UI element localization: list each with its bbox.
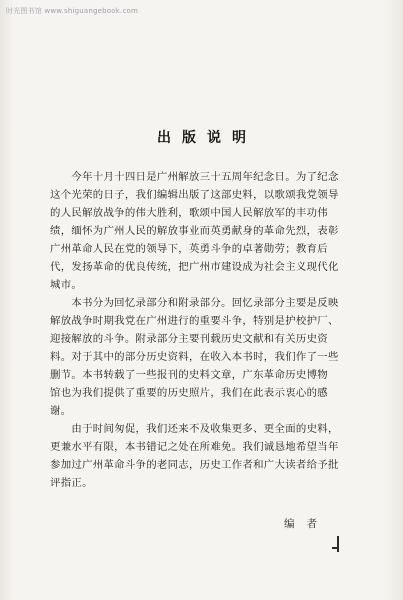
paragraph-1: 今年十月十四日是广州解放三十五周年纪念日。为了纪念 这个光荣的日子，我们编辑出版了这部史料，以歌颂我党领导 的人民解放战争的伟大胜利，歌颂中国人民解放军的丰功伟 绩，缅怀为广州人民的解放事业而英勇献身的革命先烈，表彰 广州革命人民在党的领导下，英勇斗争的卓著勋劳；教育后 代，发扬革命的优良传统，把广州市建设成为社会主义现代化 城市。: [50, 171, 339, 291]
paragraph-3: 由于时间匆促，我们还来不及收集更多、更全面的史料， 更兼水平有限，本书错记之处在所难免。我们诚恳地希望当年 参加过广州革命斗争的老同志，历史工作者和广大读者给予批 评指正。: [50, 423, 339, 489]
page-title: 出版说明: [157, 130, 257, 146]
preface-body: [50, 168, 373, 492]
paragraph-2: 本书分为回忆录部分和附录部分。回忆录部分主要是反映 解放战争时期我党在广州进行的重要斗争，特别是护校护厂、 迎接解放的斗争。附录部分主要刊载历史文献和有关历史资 料。对于其中的部分历史资料，在收入本书时，我们作了一些 删节。本书转载了一些报刊的史料文章，广东革命历史博物 馆也为我们提供了重要的历史照片，我们在此表示衷心的感 谢。: [50, 297, 339, 417]
editor-signature: 编者: [284, 518, 329, 530]
pen-mark: [337, 536, 339, 552]
site-watermark: 时光图书馆 www.shiguangebook.com: [6, 7, 139, 15]
pen-mark-tick: [332, 547, 338, 549]
